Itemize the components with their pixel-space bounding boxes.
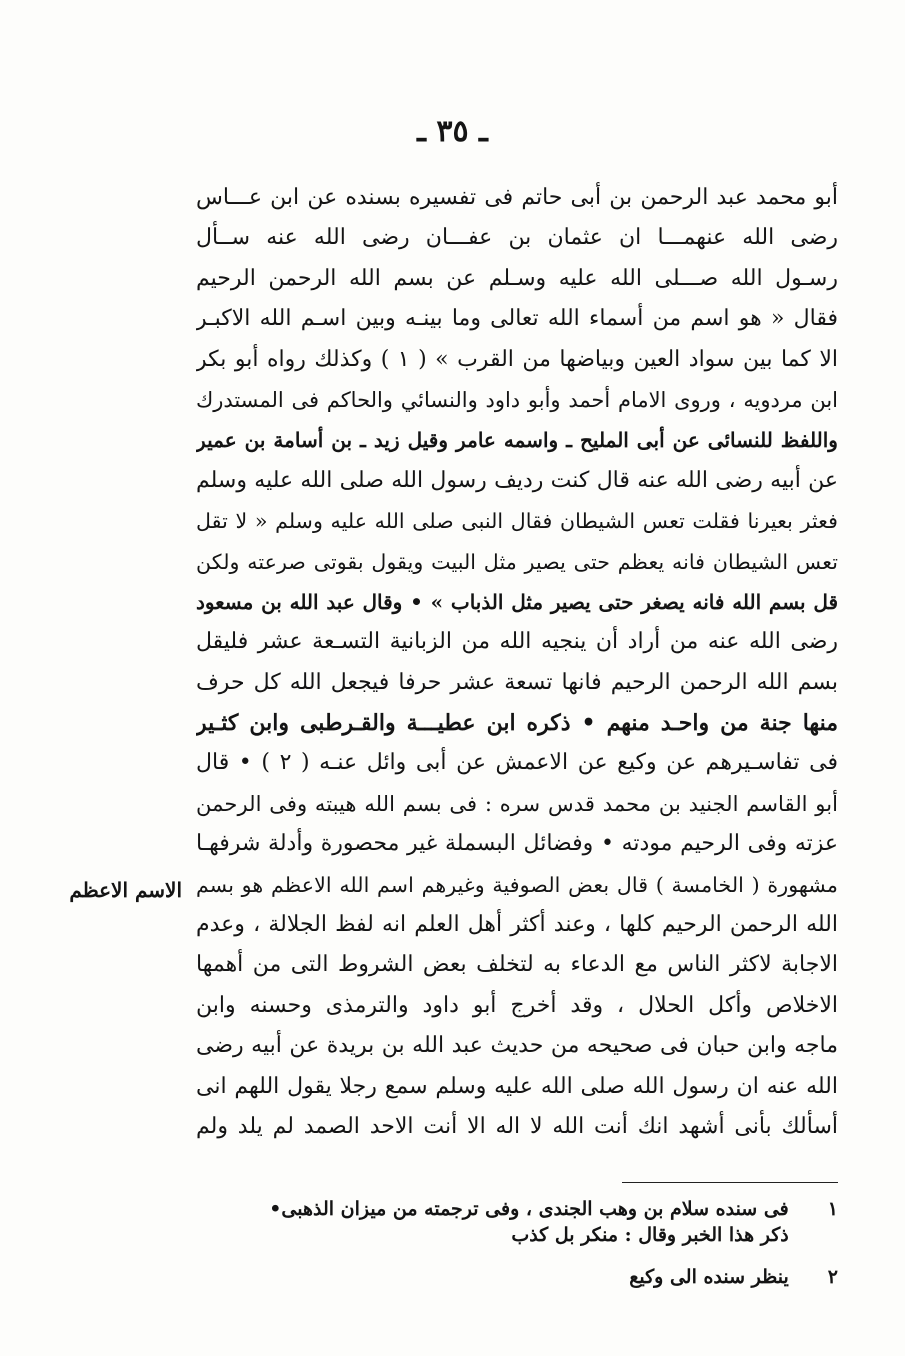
footnote-1-continued: [196, 1222, 838, 1248]
text-line: ماجه وابن حبان فى صحيحه من حديث عبد الله بن بريدة عن أبيه رضى: [196, 1033, 838, 1059]
footnote-1: [196, 1196, 838, 1222]
text-line: فى تفاسـيرهم عن وكيع عن الاعمش عن أبى وائل عنـه ( ٢ ) • قال: [196, 750, 838, 776]
footnote-2: [196, 1264, 838, 1290]
text-line: تعس الشيطان فانه يعظم حتى يصير مثل البيت ويقول بقوتى صرعته ولكن: [196, 549, 838, 574]
footnote-number: ٢: [827, 1266, 838, 1288]
footnote-divider: [622, 1182, 838, 1183]
text-line: فقال « هو اسم من أسماء الله تعالى وما بينـه وبين اسـم الله الاكبـر: [196, 306, 838, 332]
footnote-text: ينظر سنده الى وكيع: [629, 1266, 789, 1288]
text-line: الله عنه ان رسول الله صلى الله عليه وسلم سمع رجلا يقول اللهم انى: [196, 1073, 838, 1099]
text-line: الله الرحمن الرحيم كلها ، وعند أكثر أهل العلم انه لفظ الجلالة ، وعدم: [196, 912, 838, 938]
footnotes: [196, 1196, 838, 1290]
text-line: واللفظ للنسائى عن أبى المليح ـ واسمه عامر وقيل زيد ـ بن أسامة بن عمير: [196, 428, 838, 453]
text-line: عزته وفى الرحيم مودته • وفضائل البسملة غير محصورة وأدلة شرفهـا: [196, 831, 838, 857]
text-line: رضى الله عنه من أراد أن ينجيه الله من الزبانية التسـعة عشر فليقل: [196, 629, 838, 655]
text-line: عن أبيه رضى الله عنه قال كنت رديف رسول الله صلى الله عليه وسلم: [196, 467, 838, 493]
text-line: أبو القاسم الجنيد بن محمد قدس سره : فى بسم الله هيبته وفى الرحمن: [196, 790, 838, 816]
text-line: منها جنة من واحـد منهم • ذكره ابن عطيـــة والقـرطبى وابن كثـير: [196, 710, 838, 737]
text-line: بسم الله الرحمن الرحيم فانها تسعة عشر حرفا فيجعل الله كل حرف: [196, 669, 838, 695]
margin-note: الاسم الاعظم: [69, 878, 182, 902]
text-line: الاجابة لاكثر الناس مع الدعاء به لتخلف بعض الشروط التى من أهمها: [196, 952, 838, 978]
text-line: أبو محمد عبد الرحمن بن أبى حاتم فى تفسيره بسنده عن ابن عـــاس: [196, 185, 838, 210]
footnote-text: ذكر هذا الخبر وقال : منكر بل كذب: [511, 1224, 789, 1246]
text-line: رسـول الله صـــلى الله عليه وسـلم عن بسم الله الرحمن الرحيم: [196, 265, 838, 291]
page-number: ـ ٣٥ ـ: [417, 114, 488, 149]
footnote-text: فى سنده سلام بن وهب الجندى ، وفى ترجمته من ميزان الذهبى•: [269, 1198, 789, 1220]
text-line: قل بسم الله فانه يصغر حتى يصير مثل الذباب » • وقال عبد الله بن مسعود: [196, 589, 838, 614]
text-line: فعثر بعيرنا فقلت تعس الشيطان فقال النبى صلى الله عليه وسلم « لا تقل: [196, 509, 838, 534]
text-line: مشهورة ( الخامسة ) قال بعض الصوفية وغيرهم اسم الله الاعظم هو بسم: [196, 872, 838, 897]
text-line: ابن مردويه ، وروى الامام أحمد وأبو داود والنسائي والحاكم فى المستدرك: [196, 387, 838, 412]
text-line: الا كما بين سواد العين وبياضها من القرب » ( ١ ) وكذلك رواه أبو بكر: [196, 346, 838, 372]
text-line: أسألك بأنى أشهد انك أنت الله لا اله الا أنت الاحد الصمد لم يلد ولم: [196, 1113, 838, 1139]
text-line: رضى الله عنهمـــا ان عثمان بن عفـــان رضى الله عنه ســأل: [196, 225, 838, 251]
body-text: [196, 178, 838, 1147]
footnote-number: ١: [827, 1198, 838, 1220]
text-line: الاخلاص وأكل الحلال ، وقد أخرج أبو داود والترمذى وحسنه وابن: [196, 992, 838, 1018]
